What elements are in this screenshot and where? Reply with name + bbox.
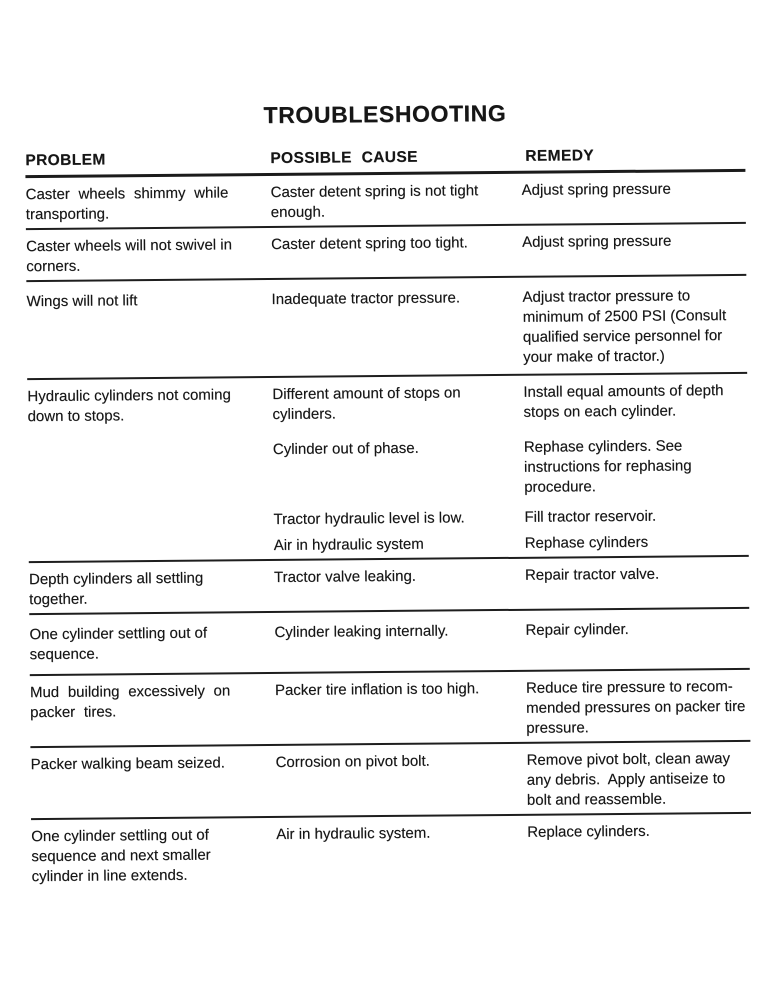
cause-cell: Packer tire inflation is too high.: [274, 680, 480, 699]
cause-cell: Corrosion on pivot bolt.: [275, 752, 430, 771]
problem-cell: One cylinder settling out of sequence and next smaller cylinder in line extends.: [31, 826, 211, 886]
problem-cell: Caster wheels will not swivel in corners.: [25, 236, 233, 276]
cause-remedy-entries: [271, 231, 746, 275]
cause-cell: Cylinder leaking internally.: [274, 622, 449, 641]
cause-remedy-entries: [274, 619, 749, 663]
cause-remedy-entries: [272, 381, 748, 556]
cause-cell: Air in hydraulic system: [273, 535, 424, 554]
table-row: [25, 172, 745, 230]
cause-cell: Caster detent spring is not tight enough.: [270, 182, 479, 221]
table-row: [26, 276, 747, 380]
cause-remedy-entries: [275, 677, 751, 741]
problem-cell: Caster wheels shimmy while transporting.: [25, 184, 229, 224]
remedy-cell: Adjust spring pressure: [521, 232, 672, 251]
cause-remedy-entry: [274, 564, 749, 588]
remedy-cell: Adjust spring pressure: [521, 180, 671, 199]
problem-cell: Depth cylinders all settling together.: [28, 569, 204, 609]
table-row: [30, 742, 751, 820]
cause-remedy-entry: [274, 619, 749, 643]
remedy-cell: Reduce tire pressure to recom- mended pressures on packer tire pressure.: [525, 677, 746, 737]
remedy-cell: Adjust tractor pressure to minimum of 2500 PSI (Consult qualified service personnel for your make of tractor.): [522, 287, 727, 366]
cause-cell: Different amount of stops on cylinders.: [272, 384, 461, 423]
column-header-remedy: REMEDY: [525, 147, 595, 165]
problem-cell: Packer walking beam seized.: [30, 754, 225, 774]
cause-remedy-entry: [274, 532, 749, 556]
table-row: [26, 224, 746, 282]
remedy-cell: Rephase cylinders. See instructions for rephasing procedure.: [523, 437, 692, 496]
cause-remedy-entry: [270, 179, 745, 223]
problem-cell: Hydraulic cylinders not coming down to stops.: [27, 386, 231, 426]
table-row: [29, 609, 750, 676]
problem-cell: Wings will not lift: [26, 292, 138, 311]
cause-cell: Tractor valve leaking.: [273, 567, 417, 586]
cause-remedy-entry: [271, 286, 747, 370]
cause-remedy-entry: [273, 436, 749, 500]
table-row: [29, 557, 749, 615]
cause-cell: Caster detent spring too tight.: [270, 234, 468, 253]
remedy-cell: Install equal amounts of depth stops on each cylinder.: [523, 382, 724, 421]
remedy-cell: Replace cylinders.: [527, 822, 650, 841]
page-title: TROUBLESHOOTING: [263, 99, 507, 129]
table-row: [27, 374, 749, 563]
cause-remedy-entry: [272, 381, 747, 425]
cause-remedy-entries: [271, 286, 747, 370]
remedy-cell: Remove pivot bolt, clean away any debris. Apply antiseize to bolt and reassemble.: [526, 750, 731, 809]
problem-cell: Mud building excessively on packer tires.: [29, 682, 231, 722]
cause-remedy-entries: [276, 821, 752, 885]
cause-cell: Tractor hydraulic level is low.: [273, 509, 465, 528]
column-header-possible-cause: POSSIBLE CAUSE: [270, 148, 418, 168]
remedy-cell: Repair cylinder.: [525, 620, 629, 639]
table-row: [31, 814, 752, 890]
cause-remedy-entry: [275, 749, 751, 813]
remedy-cell: Fill tractor reservoir.: [524, 507, 657, 526]
cause-remedy-entry: [275, 677, 751, 741]
cause-remedy-entry: [273, 506, 748, 530]
cause-cell: Air in hydraulic system.: [276, 824, 431, 843]
cause-cell: Cylinder out of phase.: [272, 439, 419, 458]
cause-remedy-entries: [275, 749, 751, 813]
cause-remedy-entries: [274, 564, 749, 608]
cause-cell: Inadequate tractor pressure.: [271, 289, 461, 308]
cause-remedy-entries: [270, 179, 745, 223]
problem-cell: One cylinder settling out of sequence.: [29, 624, 208, 664]
remedy-cell: Repair tractor valve.: [524, 565, 660, 584]
table-row: [30, 670, 751, 748]
remedy-cell: Rephase cylinders: [524, 533, 649, 552]
column-header-problem: PROBLEM: [25, 151, 106, 170]
cause-remedy-entry: [276, 821, 751, 845]
cause-remedy-entry: [271, 231, 746, 255]
